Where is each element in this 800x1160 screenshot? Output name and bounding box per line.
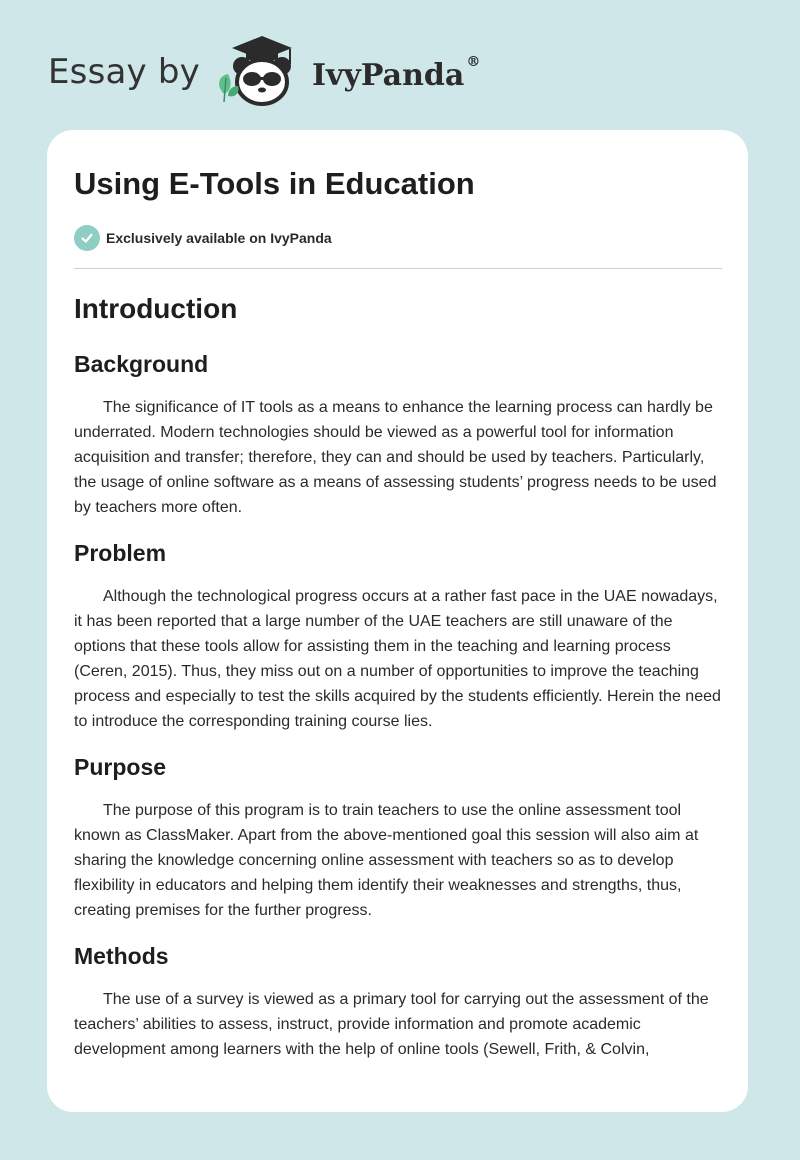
paragraph-problem: Although the technological progress occurs at a rather fast pace in the UAE nowadays, it has been reported that a large number of the UAE teachers are still unaware of the options that these tools allow for assisting them in the teaching and learning process (Ceren, 2015). Thus, they miss out on a number of opportunities to improve the teaching process and especially to test the skills acquired by the students efficiently. Herein the need to introduce the corresponding training course lies. bbox=[74, 588, 721, 730]
brand-header bbox=[48, 34, 480, 110]
check-icon bbox=[74, 225, 100, 251]
brand-name-text: IvyPanda bbox=[311, 57, 465, 93]
paragraph-methods: The use of a survey is viewed as a primary tool for carrying out the assessment of the teachers’ abilities to assess, instruct, provide information and promote academic development among learners with the help of online tools (Sewell, Frith, & Colvin, bbox=[74, 991, 709, 1058]
brand-name[interactable] bbox=[311, 53, 481, 93]
paragraph-purpose: The purpose of this program is to train teachers to use the online assessment tool known as ClassMaker. Apart from the above-mentioned goal this session will also aim at sharing the knowledge concerning online assessment with teachers so as to develop flexibility in educators and helping them identify their weaknesses and strengths, thus, creating premises for the further progress. bbox=[74, 802, 699, 919]
essay-title: Using E-Tools in Education bbox=[74, 166, 475, 201]
panda-logo-icon[interactable] bbox=[210, 34, 310, 110]
subsection-heading-background: Background bbox=[74, 351, 209, 377]
brand-prefix: Essay by bbox=[48, 52, 200, 92]
subsection-heading-purpose: Purpose bbox=[74, 754, 167, 780]
divider bbox=[74, 268, 722, 269]
registered-mark: ® bbox=[466, 53, 481, 70]
exclusive-badge-text: Exclusively available on IvyPanda bbox=[106, 230, 332, 246]
exclusive-badge bbox=[74, 225, 722, 251]
paragraph-background: The significance of IT tools as a means to enhance the learning process can hardly be underrated. Modern technologies should be viewed as a powerful tool for information acquisition and transfer; therefore, they can and should be used by teachers. Particularly, the usage of online software as a means of assessing students’ progress needs to be used by teachers more often. bbox=[74, 399, 717, 516]
essay-card bbox=[47, 130, 748, 1112]
section-heading-introduction: Introduction bbox=[74, 293, 238, 324]
subsection-heading-methods: Methods bbox=[74, 943, 169, 969]
subsection-heading-problem: Problem bbox=[74, 540, 167, 566]
